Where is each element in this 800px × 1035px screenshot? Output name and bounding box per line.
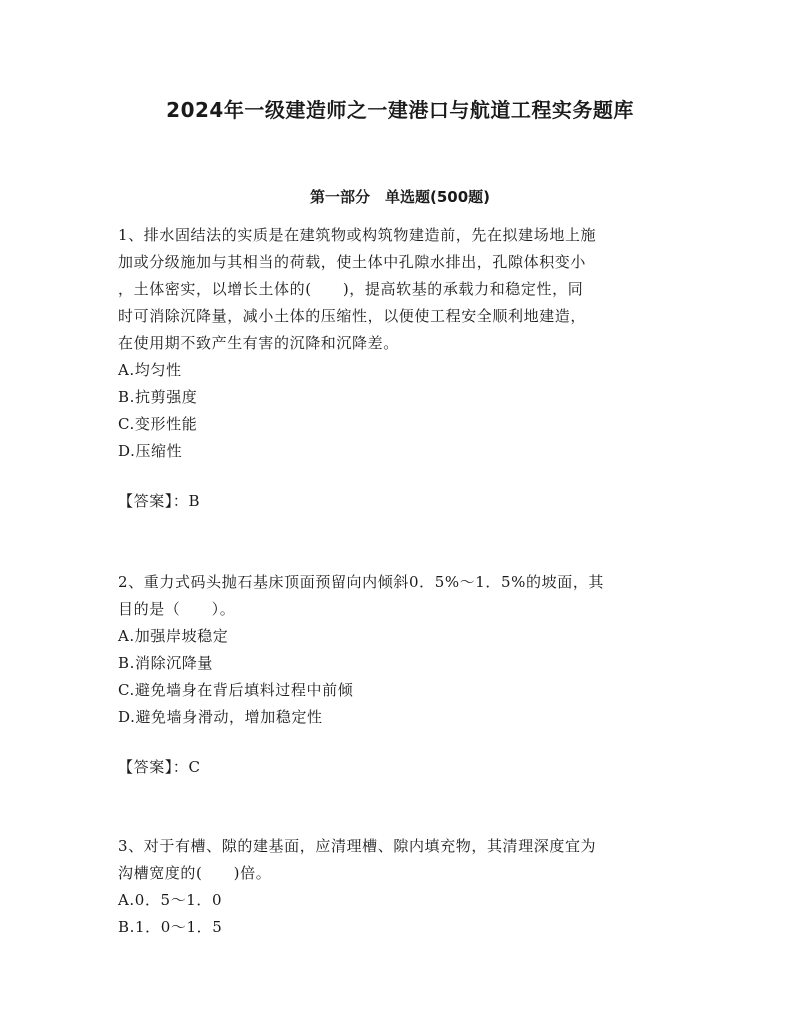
option-b: B.消除沉降量 [118,654,213,672]
option-d: D.避免墙身滑动，增加稳定性 [118,708,323,726]
answer-label: 【答案】：B [118,492,201,510]
option-c: C.避免墙身在背后填料过程中前倾 [118,681,354,699]
answer-label: 【答案】：C [118,758,201,776]
option-d: D.压缩性 [118,442,183,460]
option-a: A.0．5～1．0 [118,891,223,909]
option-b: B.抗剪强度 [118,388,198,406]
question-stem-line: 2、重力式码头抛石基床顶面预留向内倾斜0．5%～1．5%的坡面，其 [118,573,605,591]
option-c: C.变形性能 [118,415,198,433]
question-stem-line: 加或分级施加与其相当的荷载，使土体中孔隙水排出，孔隙体积变小 [118,253,587,271]
question-3 [118,833,688,941]
question-stem-line: 在使用期不致产生有害的沉降和沉降差。 [118,334,399,352]
option-a: A.加强岸坡稳定 [118,627,229,645]
question-list [118,222,688,941]
question-stem-line: 时可消除沉降量，减小土体的压缩性，以便使工程安全顺利地建造， [118,307,587,325]
question-stem-line: 目的是（ ）。 [118,600,236,618]
option-b: B.1．0～1．5 [118,918,223,936]
document-title: 2024年一级建造师之一建港口与航道工程实务题库 [166,98,634,122]
option-a: A.均匀性 [118,361,182,379]
question-2 [118,569,688,781]
question-1 [118,222,688,515]
question-stem-line: 沟槽宽度的( )倍。 [118,864,272,882]
section-title: 第一部分 单选题(500题) [309,188,491,206]
question-stem-line: 3、对于有槽、隙的建基面，应清理槽、隙内填充物，其清理深度宜为 [118,837,597,855]
question-stem-line: 1、排水固结法的实质是在建筑物或构筑物建造前，先在拟建场地上施 [118,226,597,244]
question-stem-line: ，土体密实，以增长土体的( )，提高软基的承载力和稳定性，同 [118,280,584,298]
